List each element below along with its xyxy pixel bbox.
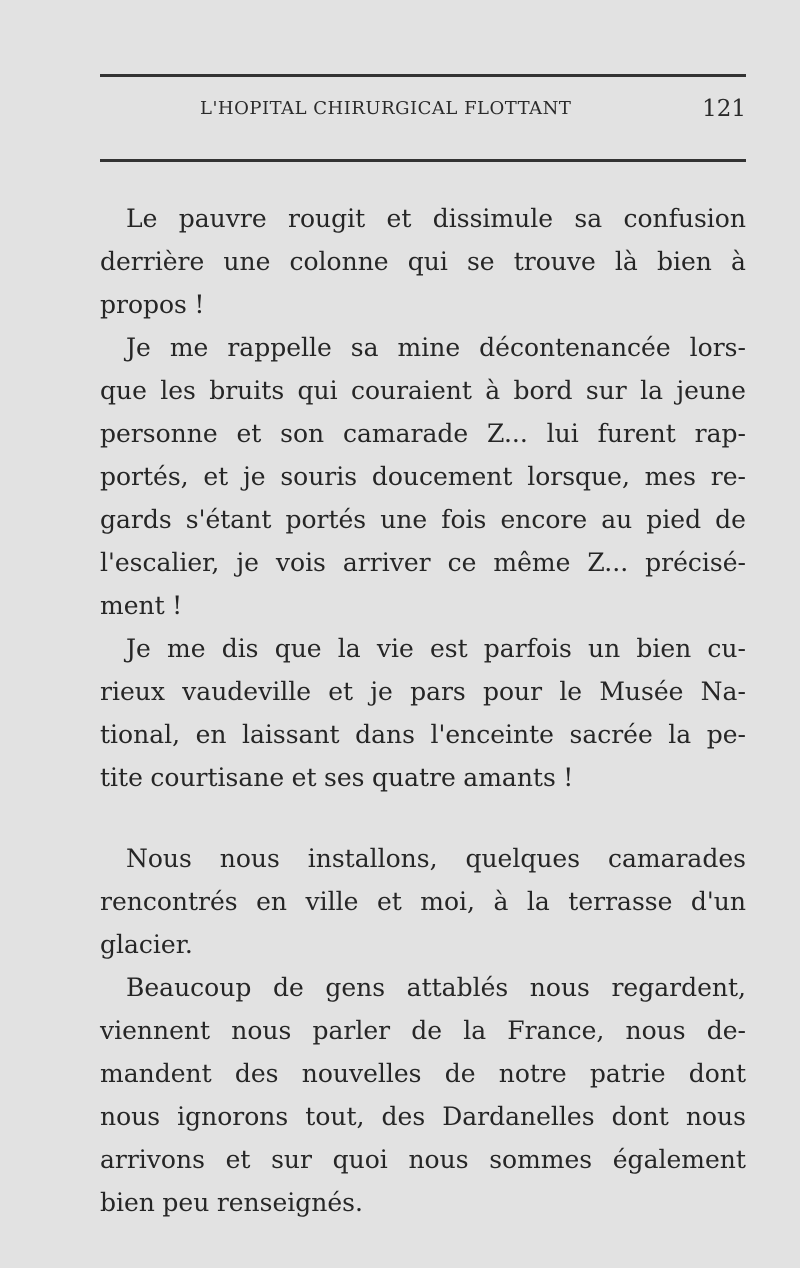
word: ignorons (177, 1102, 289, 1131)
page-number: 121 (702, 96, 746, 122)
word: nous (685, 1102, 746, 1131)
word: jeune (676, 376, 746, 405)
word: moi, (420, 887, 475, 916)
header-rule-bottom (100, 159, 746, 162)
text-line (100, 200, 746, 243)
text-line (100, 840, 746, 883)
word: propos (100, 290, 187, 319)
text-line (100, 759, 746, 802)
word: rap- (694, 419, 746, 448)
word: en (195, 720, 227, 749)
word: dis (221, 634, 259, 663)
word: mine (397, 333, 461, 362)
word: furent (597, 419, 676, 448)
word: de- (706, 1016, 746, 1045)
word: Na- (700, 677, 746, 706)
word: dissimule (432, 204, 553, 233)
word: en (256, 887, 288, 916)
word: camarades (607, 844, 746, 873)
word: je (243, 462, 266, 491)
word: mes (644, 462, 697, 491)
text-line (100, 716, 746, 759)
word: renseignés. (216, 1188, 363, 1217)
word: sommes (489, 1145, 593, 1174)
text-line (100, 926, 746, 969)
word: couraient (350, 376, 472, 405)
word: de (444, 1059, 476, 1088)
word: rencontrés (100, 887, 238, 916)
word: ment (100, 591, 165, 620)
word: pied (646, 505, 702, 534)
text-line (100, 458, 746, 501)
word: tite (100, 763, 143, 792)
running-head (100, 98, 746, 128)
header-rule-top (100, 74, 746, 77)
text-line (100, 372, 746, 415)
word: trouve (513, 247, 596, 276)
word: personne (100, 419, 218, 448)
word: Je (126, 333, 151, 362)
word: parler (312, 1016, 391, 1045)
word: la (337, 634, 361, 663)
word: rappelle (227, 333, 332, 362)
word: à (493, 887, 509, 916)
word: sa (350, 333, 379, 362)
text-line (100, 243, 746, 286)
word: arrivons (100, 1145, 205, 1174)
word: de (272, 973, 304, 1002)
text-line (100, 969, 746, 1012)
word: tional, (100, 720, 181, 749)
word: ville (305, 887, 359, 916)
word: portés, (100, 462, 189, 491)
word: mandent (100, 1059, 212, 1088)
word: vois (275, 548, 326, 577)
word: je (370, 677, 393, 706)
word: bien (100, 1188, 155, 1217)
word: l'enceinte (430, 720, 554, 749)
word: fois (441, 505, 487, 534)
word: portés (285, 505, 367, 534)
word: courtisane (150, 763, 285, 792)
word: Beaucoup (126, 973, 252, 1002)
word: pauvre (178, 204, 267, 233)
word: attablés (406, 973, 509, 1002)
word: terrasse (568, 887, 673, 916)
word: cu- (707, 634, 746, 663)
text-line (100, 883, 746, 926)
word: une (223, 247, 271, 276)
word: ! (172, 591, 183, 620)
word: quelques (465, 844, 581, 873)
word: ! (563, 763, 574, 792)
word: patrie (589, 1059, 666, 1088)
word: dans (355, 720, 415, 749)
word: que (274, 634, 322, 663)
text-line (100, 286, 746, 329)
word: des (234, 1059, 279, 1088)
word: tout, (305, 1102, 365, 1131)
word: lors- (689, 333, 746, 362)
word: sa (574, 204, 603, 233)
word: vaudeville (182, 677, 312, 706)
word: camarade (343, 419, 469, 448)
word: même (493, 548, 571, 577)
word: et (236, 419, 262, 448)
word: installons, (307, 844, 438, 873)
word: nous (231, 1016, 292, 1045)
word: pe- (706, 720, 746, 749)
word: Z... (587, 548, 629, 577)
word: de (715, 505, 746, 534)
running-title: L'HOPITAL CHIRURGICAL FLOTTANT (200, 98, 572, 119)
word: Musée (599, 677, 684, 706)
word: d'un (690, 887, 746, 916)
word: vie (376, 634, 414, 663)
text-line (100, 501, 746, 544)
word: laissant (241, 720, 340, 749)
word: des (381, 1102, 426, 1131)
word: nous (529, 973, 590, 1002)
word: la (526, 887, 550, 916)
word: s'étant (185, 505, 272, 534)
word: nous (625, 1016, 686, 1045)
word: nous (219, 844, 280, 873)
word: à (485, 376, 501, 405)
word: une (380, 505, 428, 534)
word: rougit (288, 204, 366, 233)
text-line (100, 1012, 746, 1055)
word: se (466, 247, 495, 276)
word: re- (710, 462, 746, 491)
word: encore (500, 505, 588, 534)
word: l'escalier, (100, 548, 220, 577)
word: me (169, 333, 209, 362)
word: je (236, 548, 259, 577)
word: pars (410, 677, 466, 706)
word: et (376, 887, 402, 916)
word: et (386, 204, 412, 233)
word: qui (297, 376, 338, 405)
word: sur (585, 376, 627, 405)
word: la (668, 720, 692, 749)
word: doucement (371, 462, 513, 491)
word: Dardanelles (442, 1102, 595, 1131)
word: amants (463, 763, 556, 792)
word: colonne (289, 247, 389, 276)
word: ! (194, 290, 205, 319)
word: bien (636, 634, 692, 663)
word: peu (162, 1188, 210, 1217)
word: ses (324, 763, 365, 792)
word: nous (408, 1145, 469, 1174)
word: les (160, 376, 196, 405)
text-line (100, 415, 746, 458)
word: gards (100, 505, 172, 534)
word: un (587, 634, 621, 663)
word: le (559, 677, 583, 706)
word: derrière (100, 247, 205, 276)
word: nouvelles (301, 1059, 422, 1088)
word: qui (407, 247, 448, 276)
word: notre (498, 1059, 567, 1088)
text-line (100, 1055, 746, 1098)
word: là (614, 247, 638, 276)
word: parfois (483, 634, 572, 663)
text-line (100, 544, 746, 587)
word: son (280, 419, 325, 448)
word: décontenancée (479, 333, 671, 362)
word: viennent (100, 1016, 211, 1045)
word: et (328, 677, 354, 706)
word: Z... (487, 419, 528, 448)
text-line (100, 1141, 746, 1184)
word: France, (507, 1016, 605, 1045)
word: à (730, 247, 746, 276)
word: regardent, (611, 973, 746, 1002)
text-line (100, 673, 746, 716)
word: et (291, 763, 317, 792)
word: rieux (100, 677, 165, 706)
word: est (429, 634, 468, 663)
text-line (100, 329, 746, 372)
word: et (203, 462, 229, 491)
word: de (411, 1016, 443, 1045)
word: sacrée (569, 720, 653, 749)
word: confusion (623, 204, 746, 233)
word: bien (656, 247, 712, 276)
word: la (463, 1016, 487, 1045)
word: bord (513, 376, 573, 405)
text-line (100, 587, 746, 630)
word: quatre (371, 763, 456, 792)
word: précisé- (645, 548, 746, 577)
word: me (167, 634, 206, 663)
word: nous (100, 1102, 161, 1131)
word: bruits (209, 376, 285, 405)
word: que (100, 376, 147, 405)
word: glacier. (100, 930, 193, 959)
word: dont (688, 1059, 746, 1088)
word: arriver (342, 548, 431, 577)
word: souris (280, 462, 358, 491)
word: dont (611, 1102, 669, 1131)
word: Je (126, 634, 151, 663)
word: Le (126, 204, 158, 233)
word: gens (325, 973, 386, 1002)
body-text (100, 200, 746, 1227)
word: ce (447, 548, 477, 577)
word: la (640, 376, 663, 405)
word: et (225, 1145, 251, 1174)
word: lui (546, 419, 579, 448)
text-line (100, 1098, 746, 1141)
word: lorsque, (527, 462, 630, 491)
word: sur (271, 1145, 312, 1174)
word: Nous (126, 844, 192, 873)
word: au (601, 505, 633, 534)
word: quoi (332, 1145, 388, 1174)
word: pour (482, 677, 543, 706)
word: également (612, 1145, 746, 1174)
text-line (100, 1184, 746, 1227)
text-line (100, 630, 746, 673)
